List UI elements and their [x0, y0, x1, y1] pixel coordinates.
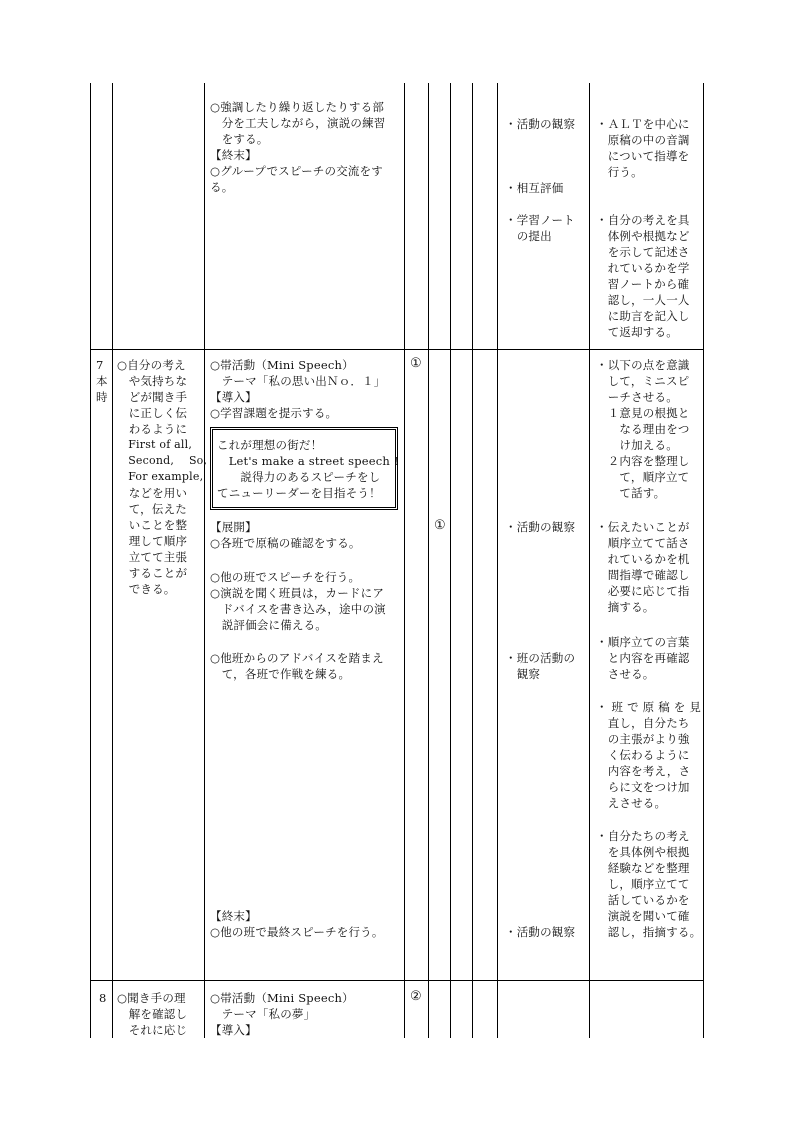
row6-evaluation: の提出	[505, 229, 552, 243]
row7-period-number: 7	[96, 358, 104, 372]
row7-support: ・自分たちの考え	[596, 829, 690, 843]
row6-content-line: 分を工夫しながら，演説の練習	[210, 116, 386, 130]
row7-evaluation-mark: ①	[434, 518, 446, 533]
row7-support: えさせる。	[596, 796, 667, 810]
row6-support: れているかを学	[596, 261, 690, 275]
learning-task-line: 説得力のあるスピーチをし	[217, 470, 381, 484]
row7-goal-line: わるように	[117, 422, 188, 436]
row6-support: て返却する。	[596, 325, 678, 339]
table-right-border	[703, 83, 704, 1038]
row7-support: く伝わるように	[596, 748, 690, 762]
row6-support: に助言を記入し	[596, 309, 690, 323]
row7-support: ・伝えたいことが	[596, 520, 690, 534]
row6-evaluation: ・学習ノート	[505, 213, 575, 227]
row7-goal-line: できる。	[117, 582, 176, 596]
row7-content-line: テーマ「私の思い出Ｎｏ．１」	[210, 374, 386, 388]
column-divider	[112, 83, 113, 1038]
row7-goal-line: や気持ちな	[117, 374, 188, 388]
row6-support: 行う。	[596, 165, 643, 179]
column-divider	[404, 83, 405, 1038]
row7-goal-line: て，伝えた	[117, 502, 187, 516]
row7-content-line: ドバイスを書き込み，途中の演	[210, 602, 386, 616]
row7-support: ２内容を整理し	[596, 454, 690, 468]
row7-content-line: 【導入】	[210, 390, 257, 404]
row6-support: 原稿の中の音調	[596, 133, 690, 147]
row7-goal-line: ○自分の考え	[117, 358, 186, 372]
row7-evaluation-mark: ①	[410, 356, 422, 371]
row7-support: 必要に応じて指	[596, 584, 690, 598]
row8-content-line: 【導入】	[210, 1023, 257, 1037]
row7-goal-line: 理して順序	[117, 534, 188, 548]
row6-content-line: をする。	[210, 132, 269, 146]
column-divider	[497, 83, 498, 1038]
row7-support: 話しているかを	[596, 893, 690, 907]
row7-goal-line: どが聞き手	[117, 390, 188, 404]
row8-content-line: テーマ「私の夢」	[210, 1007, 316, 1021]
row6-support: 習ノートから確	[596, 277, 690, 291]
row6-content-line: ○強調したり繰り返したりする部	[210, 100, 385, 114]
row8-goal-line: それに応じ	[117, 1023, 188, 1037]
row7-content-line: ○他班からのアドバイスを踏まえ	[210, 651, 384, 665]
row7-support: て，順序立て	[596, 470, 690, 484]
learning-task-line: これが理想の街だ！	[217, 438, 323, 452]
row6-content-line: ○グループでスピーチの交流をす	[210, 164, 383, 178]
row7-support: け加える。	[596, 438, 678, 452]
row7-content-line: て，各班で作戦を練る。	[210, 667, 351, 681]
row7-content-line: 説評価会に備える。	[210, 618, 327, 632]
row8-evaluation-mark: ②	[410, 989, 422, 1004]
row7-support: て話す。	[596, 486, 666, 500]
row7-support: れているかを机	[596, 552, 690, 566]
row7-goal-line: 立てて主張	[117, 550, 188, 564]
row7-goal-line: First of all,	[117, 438, 193, 451]
row6-support: ・自分の考えを具	[596, 213, 690, 227]
row7-support: ・ 班 で 原 稿 を 見	[596, 700, 702, 714]
row7-support: して，ミニスピ	[596, 374, 690, 388]
row7-content-line: ○他の班で最終スピーチを行う。	[210, 925, 384, 939]
row6-content-line: 【終末】	[210, 148, 257, 162]
row6-content-line: る。	[210, 180, 234, 194]
row7-support: １意見の根拠と	[596, 406, 690, 420]
row7-support: らに文をつけ加	[596, 780, 690, 794]
row7-support: 間指導で確認し	[596, 568, 690, 582]
row7-support: 直し，自分たち	[596, 716, 690, 730]
row6-support: を示して記述さ	[596, 245, 690, 259]
row7-period-label: 本	[96, 374, 108, 388]
row7-support: ・以下の点を意識	[596, 358, 690, 372]
row-separator	[90, 980, 704, 981]
row7-goal-line: することが	[117, 566, 188, 580]
row7-goal-line: いことを整	[117, 518, 188, 532]
row7-goal-line: などを用い	[117, 486, 188, 500]
row7-goal-line: Second, So,	[117, 454, 208, 467]
row7-content-line: 【展開】	[210, 520, 257, 534]
row7-support: し，順序立てて	[596, 877, 690, 891]
row7-content-line: 【終末】	[210, 909, 257, 923]
row7-evaluation: ・班の活動の	[505, 651, 576, 665]
row8-content-line: ○帯活動（Mini Speech）	[210, 991, 354, 1005]
row7-support: と内容を再確認	[596, 651, 690, 665]
row7-evaluation: 観察	[505, 667, 541, 681]
row7-support: の主張がより強	[596, 732, 690, 746]
row7-content-line: ○各班で原稿の確認をする。	[210, 536, 361, 550]
row8-period-number: 8	[99, 991, 107, 1005]
row7-content-line: ○他の班でスピーチを行う。	[210, 570, 361, 584]
row6-support: 体例や根拠など	[596, 229, 690, 243]
column-divider	[428, 83, 429, 1038]
row6-evaluation: ・活動の観察	[505, 117, 576, 131]
column-divider	[589, 83, 590, 1038]
learning-task-line: てニューリーダーを目指そう！	[217, 486, 381, 500]
row7-evaluation: ・活動の観察	[505, 925, 576, 939]
row7-content-line: ○帯活動（Mini Speech）	[210, 358, 354, 372]
column-divider	[450, 83, 451, 1038]
row7-support: ーチさせる。	[596, 390, 678, 404]
row7-support: 認し，指摘する。	[596, 925, 702, 939]
row7-support: 順序立てて話さ	[596, 536, 690, 550]
table-left-border	[90, 83, 91, 1038]
row6-support: について指導を	[596, 149, 690, 163]
row7-support: なる理由をつ	[596, 422, 690, 436]
row7-goal-line: For example,	[117, 470, 204, 483]
row7-period-label: 時	[96, 390, 108, 404]
column-divider	[472, 83, 473, 1038]
row7-support: を具体例や根拠	[596, 845, 690, 859]
row7-support: 内容を考え，さ	[596, 764, 691, 778]
row6-support: ・ＡＬＴを中心に	[596, 117, 690, 131]
column-divider	[204, 83, 205, 1038]
row7-support: 演説を聞いて確	[596, 909, 690, 923]
row6-support: 認し，一人一人	[596, 293, 690, 307]
row7-goal-line: に正しく伝	[117, 406, 188, 420]
row7-content-line: ○学習課題を提示する。	[210, 406, 338, 420]
row8-goal-line: 解を確認し	[117, 1007, 188, 1021]
row-separator	[90, 349, 704, 350]
row7-support: ・順序立ての言葉	[596, 635, 690, 649]
row7-support: 摘する。	[596, 600, 655, 614]
learning-task-line: Let's make a street speech !	[217, 454, 399, 468]
row8-goal-line: ○聞き手の理	[117, 991, 186, 1005]
row7-support: 経験などを整理	[596, 861, 690, 875]
row7-content-line: ○演説を聞く班員は，カードにア	[210, 586, 385, 600]
row7-evaluation: ・活動の観察	[505, 520, 576, 534]
row7-support: させる。	[596, 667, 655, 681]
row6-evaluation: ・相互評価	[505, 181, 564, 195]
